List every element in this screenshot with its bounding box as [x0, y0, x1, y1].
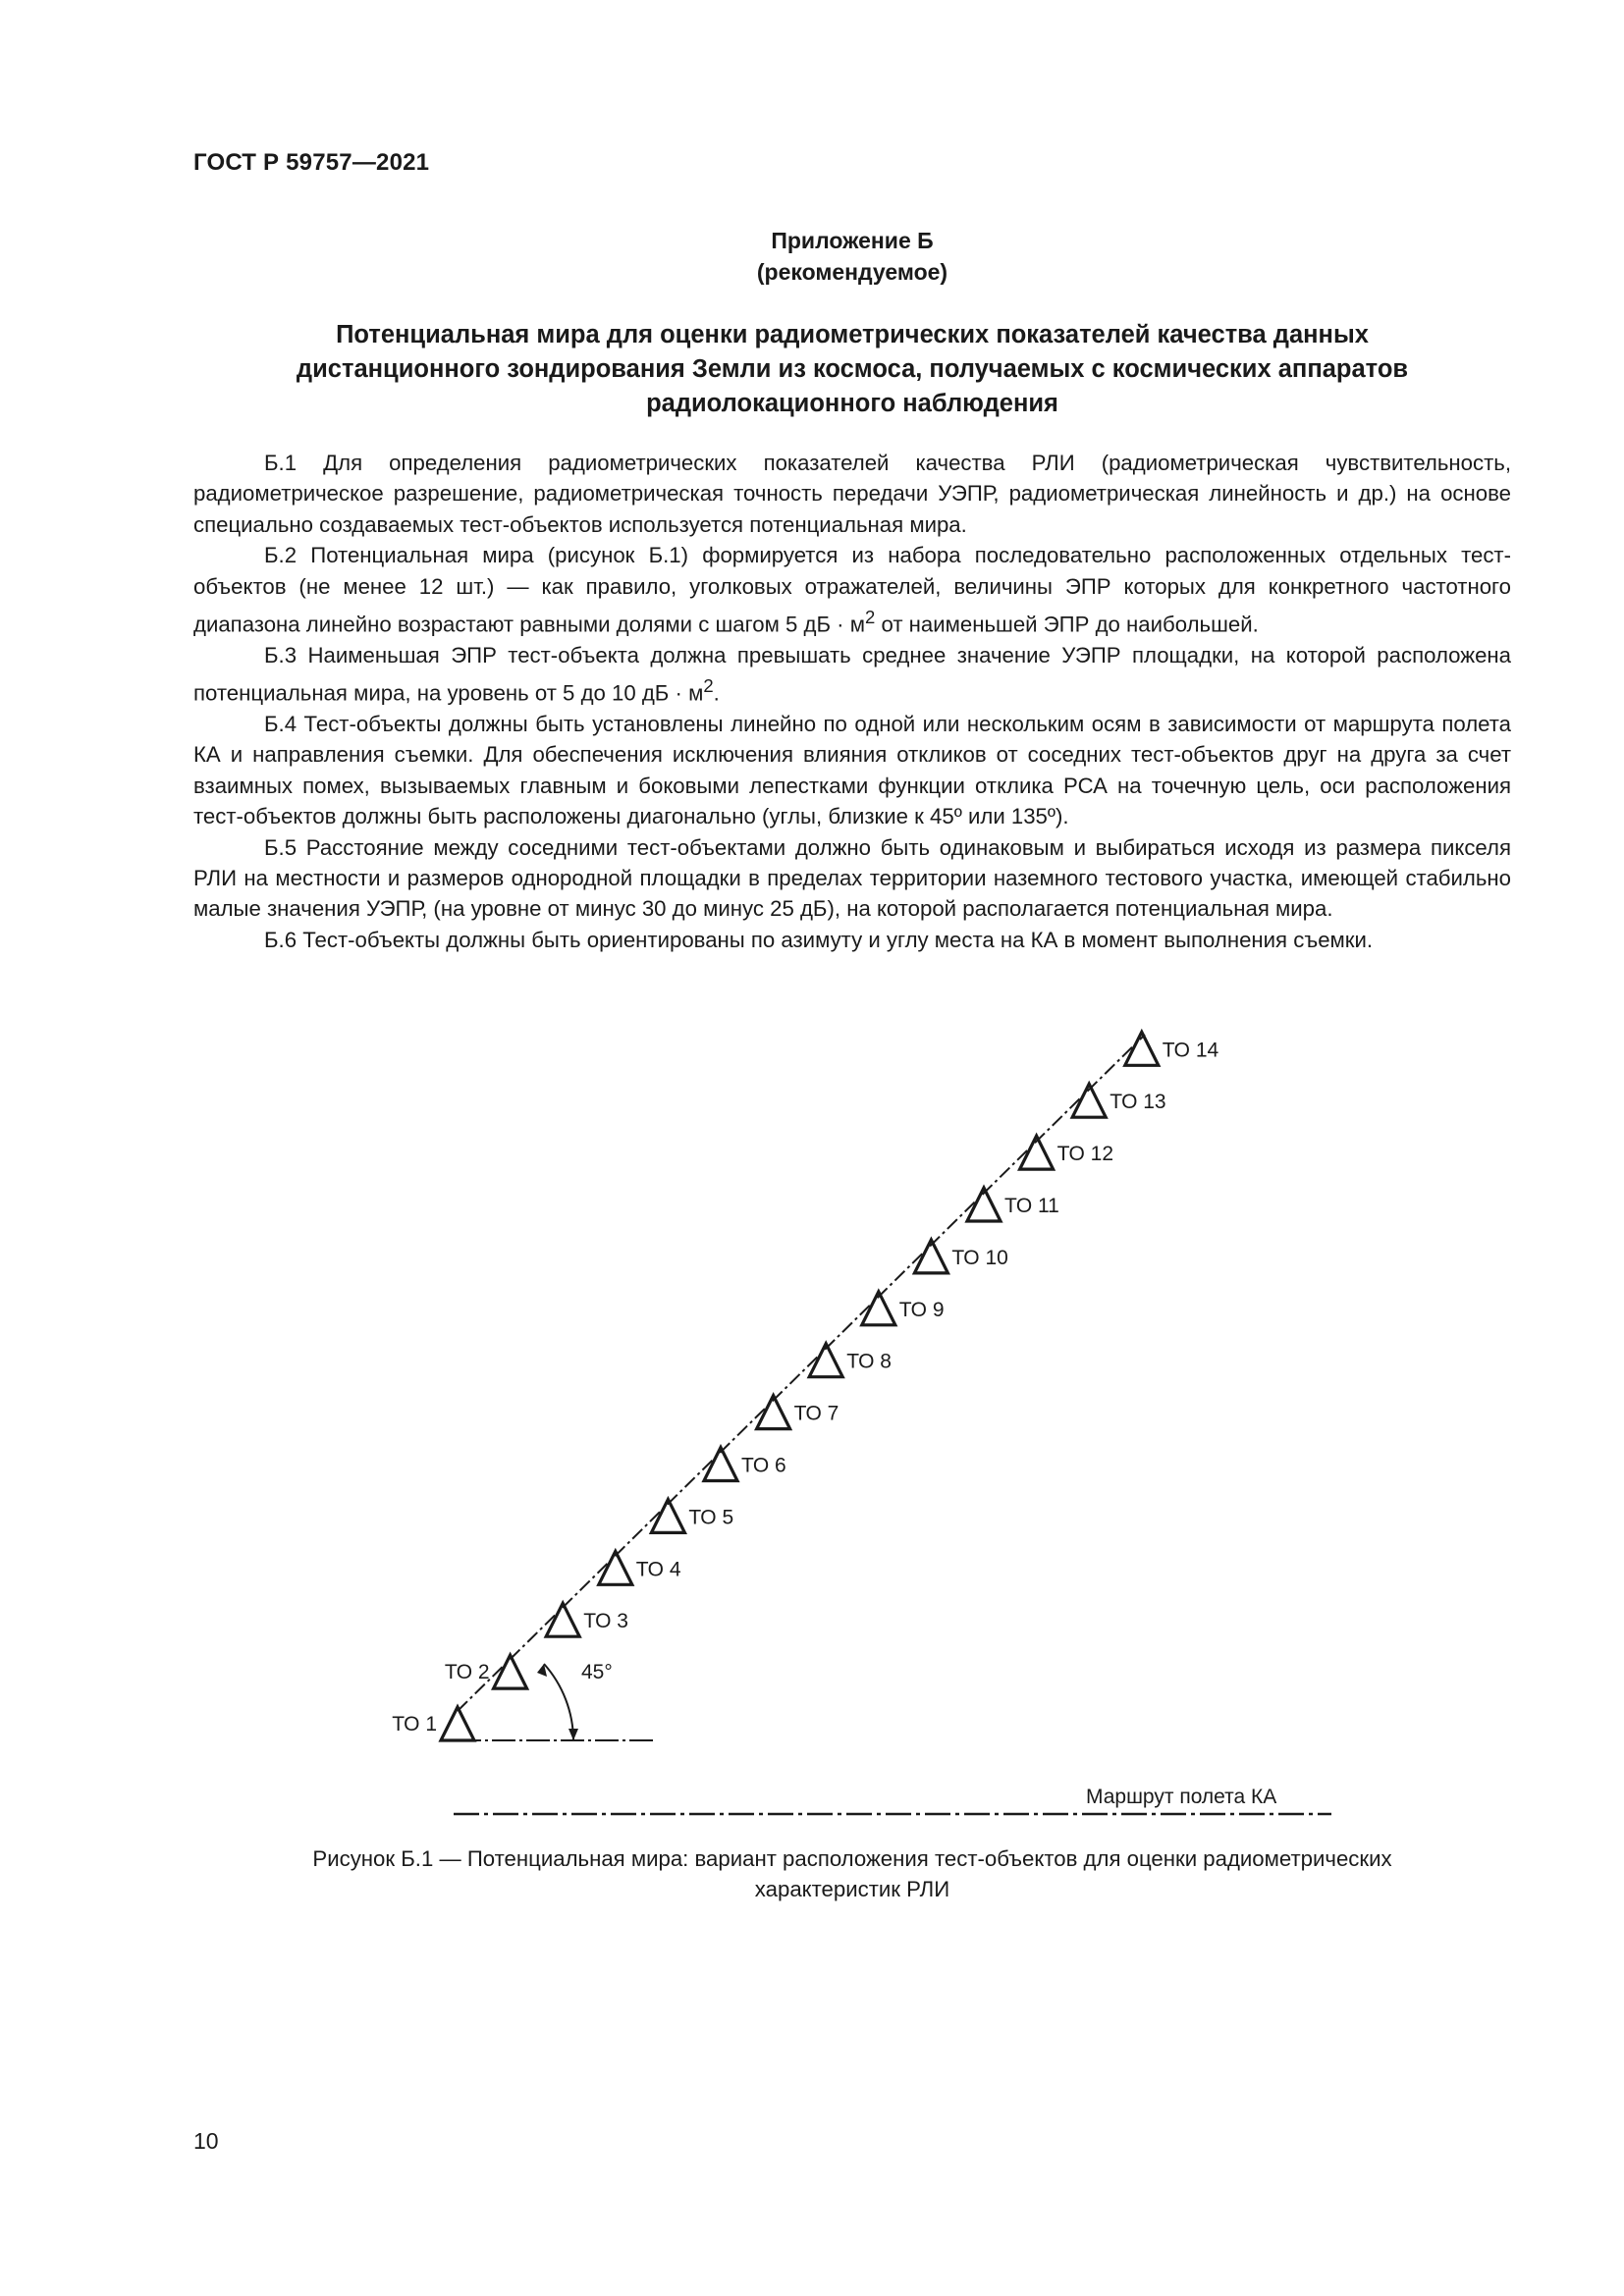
appendix-status: (рекомендуемое) [756, 259, 948, 285]
test-object-label: ТО 14 [1162, 1039, 1219, 1062]
paragraph-b4: Б.4 Тест-объекты должны быть установлены линейно по одной или нескольким осям в зависимости от маршрута полета КА и направления съемки. Для обеспечения исключения влияния откликов от соседних тест-объектов друг на друга за счет взаимных помех, вызываемых главным и боковыми лепестками функции отклика РСА на точечную цель, оси расположения тест-объектов должны быть расположены диагонально (углы, близкие к 45º или 135º). [193, 712, 1511, 829]
appendix-label: Приложение Б [771, 228, 934, 253]
test-object-label: ТО 4 [635, 1558, 681, 1581]
test-object-label: ТО 8 [846, 1350, 892, 1373]
caption-line: Рисунок Б.1 — Потенциальная мира: вариант расположения тест-объектов для оценки радиометрических [312, 1846, 1392, 1871]
test-object-label: ТО 9 [898, 1298, 945, 1321]
test-object-triangle [441, 1707, 474, 1740]
test-object-label: ТО 2 [444, 1661, 490, 1684]
test-object-label: ТО 13 [1110, 1091, 1166, 1114]
test-object-label: ТО 12 [1056, 1143, 1114, 1166]
paragraph-b1: Б.1 Для определения радиометрических показателей качества РЛИ (радиометрическая чувствительность, радиометрическое разрешение, радиометрическая точность передачи УЭПР, радиометрическая линейность и др.) на основе специально создаваемых тест-объектов используется потенциальная мира. [193, 451, 1511, 537]
paragraph-b2: Б.2 Потенциальная мира (рисунок Б.1) формируется из набора последовательно расположенных отдельных тест-объектов (не менее 12 шт.) — как правило, уголковых отражателей, величины ЭПР которых для конкретного частотного диапазона линейно возрастают равными долями с шагом 5 дБ · $м^2$ от наименьшей ЭПР до наибольшей. [193, 543, 1511, 637]
superscript: 2 [703, 675, 714, 697]
title-line: Потенциальная мира для оценки радиометрических показателей качества данных [336, 321, 1369, 348]
test-object-label: ТО 5 [688, 1506, 734, 1529]
test-object-label: ТО 1 [392, 1713, 437, 1735]
superscript: 2 [865, 607, 876, 628]
route-label: Маршрут полета КА [1086, 1786, 1277, 1808]
paragraph-b3: Б.3 Наименьшая ЭПР тест-объекта должна превышать среднее значение УЭПР площадки, на которой расположена потенциальная мира, на уровень от 5 до 10 дБ · $м^2$. [193, 642, 1511, 706]
test-object-label: ТО 3 [583, 1610, 628, 1633]
test-object-label: ТО 7 [793, 1402, 839, 1425]
test-object-label: ТО 11 [1004, 1195, 1059, 1217]
page-number: 10 [193, 2128, 219, 2154]
test-object-label: ТО 6 [741, 1454, 786, 1477]
title-line: радиолокационного наблюдения [646, 390, 1058, 417]
title-line: дистанционного зондирования Земли из космоса, получаемых с космических аппаратов [296, 355, 1409, 383]
test-object-label: ТО 10 [951, 1246, 1008, 1269]
test-objects [392, 1032, 1218, 1740]
arrow-head-icon [568, 1729, 578, 1740]
angle-label: 45° [581, 1661, 613, 1683]
paragraph-b6: Б.6 Тест-объекты должны быть ориентированы по азимуту и углу места на КА в момент выполнения съемки. [264, 927, 1374, 952]
caption-line: характеристик РЛИ [754, 1877, 950, 1901]
document-header: ГОСТ Р 59757—2021 [193, 149, 430, 176]
figure-caption [193, 1843, 1511, 1904]
paragraph-b5: Б.5 Расстояние между соседними тест-объектами должно быть одинаковым и выбираться исходя из размера пикселя РЛИ на местности и размеров однородной площадки в пределах территории наземного тестового участка, имеющей стабильно малые значения УЭПР, (на уровне от минус 30 до минус 25 дБ), на которой располагается потенциальная мира. [193, 834, 1511, 922]
